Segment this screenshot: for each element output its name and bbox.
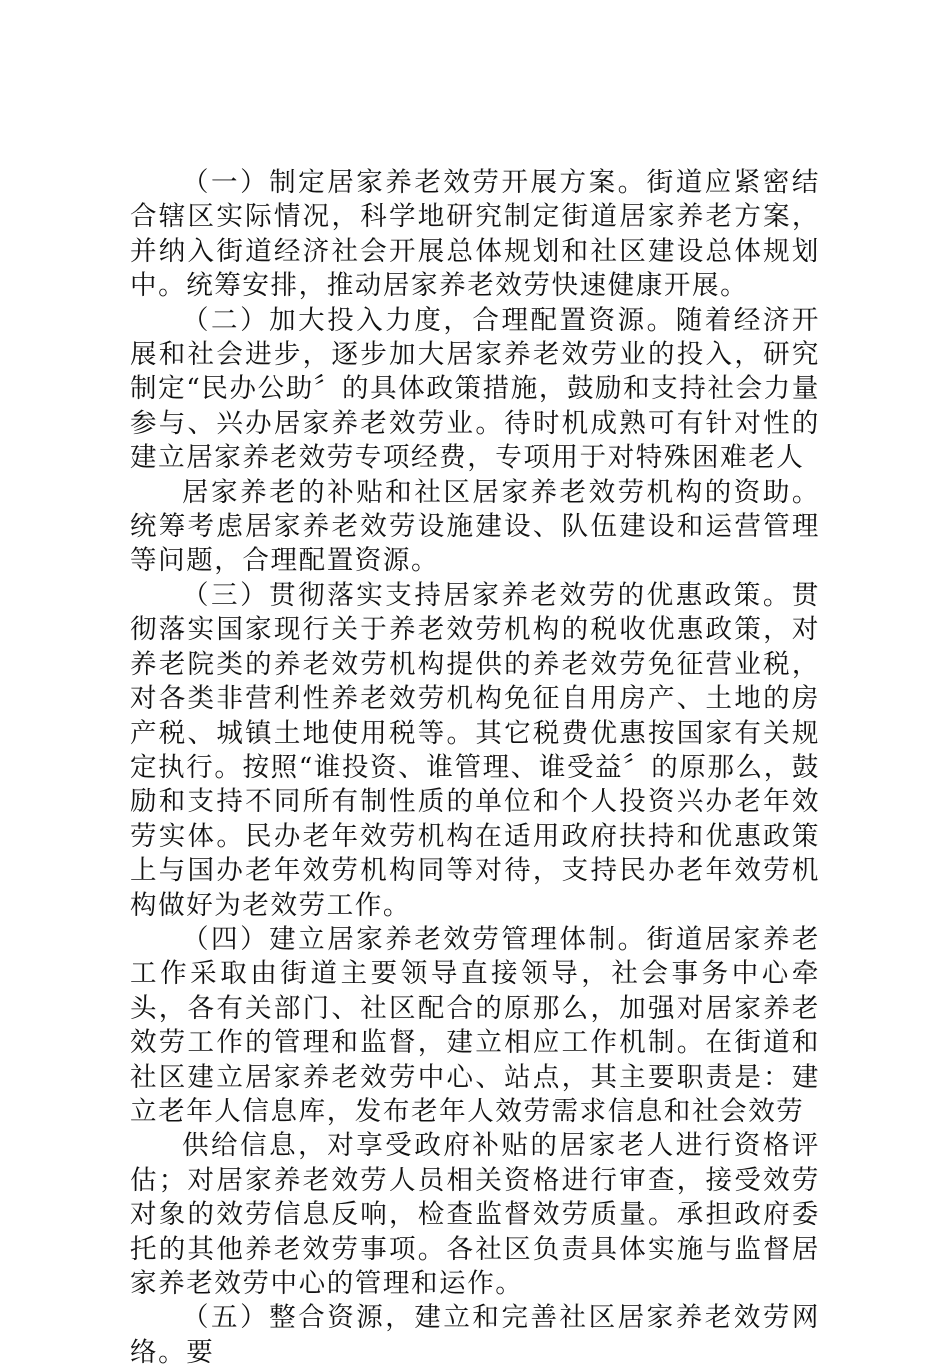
document-body	[130, 166, 820, 1370]
paragraph-4: （三）贯彻落实支持居家养老效劳的优惠政策。贯彻落实国家现行关于养老效劳机构的税收优惠政策，对养老院类的养老效劳机构提供的养老效劳免征营业税，对各类非营利性养老效劳机构免征自用房产、土地的房产税、城镇土地使用税等。其它税费优惠按国家有关规定执行。按照“谁投资、谁管理、谁受益〞的原那么，鼓励和支持不同所有制性质的单位和个人投资兴办老年效劳实体。民办老年效劳机构在适用政府扶持和优惠政策上与国办老年效劳机构同等对待，支持民办老年效劳机构做好为老效劳工作。	[130, 579, 820, 921]
paragraph-1: （一）制定居家养老效劳开展方案。街道应紧密结合辖区实际情况，科学地研究制定街道居家养老方案，并纳入街道经济社会开展总体规划和社区建设总体规划中。统筹安排，推动居家养老效劳快速健康开展。	[130, 167, 820, 302]
paragraph-5: （四）建立居家养老效劳管理体制。街道居家养老工作采取由街道主要领导直接领导，社会事务中心牵头，各有关部门、社区配合的原那么，加强对居家养老效劳工作的管理和监督，建立相应工作机制。在街道和社区建立居家养老效劳中心、站点，其主要职责是：建立老年人信息库，发布老年人效劳需求信息和社会效劳	[130, 923, 820, 1127]
paragraph-6: 供给信息，对享受政府补贴的居家老人进行资格评估；对居家养老效劳人员相关资格进行审查，接受效劳对象的效劳信息反响，检查监督效劳质量。承担政府委托的其他养老效劳事项。各社区负责具体实施与监督居家养老效劳中心的管理和运作。	[130, 1130, 820, 1299]
paragraph-2: （二）加大投入力度，合理配置资源。随着经济开展和社会进步，逐步加大居家养老效劳业的投入，研究制定“民办公助〞的具体政策措施，鼓励和支持社会力量参与、兴办居家养老效劳业。待时机成熟可有针对性的建立居家养老效劳专项经费，专项用于对特殊困难老人	[130, 304, 820, 474]
paragraph-3: 居家养老的补贴和社区居家养老效劳机构的资助。统筹考虑居家养老效劳设施建设、队伍建设和运营管理等问题，合理配置资源。	[130, 476, 820, 577]
paragraph-7: （五）整合资源，建立和完善社区居家养老效劳网络。要	[130, 1302, 820, 1368]
